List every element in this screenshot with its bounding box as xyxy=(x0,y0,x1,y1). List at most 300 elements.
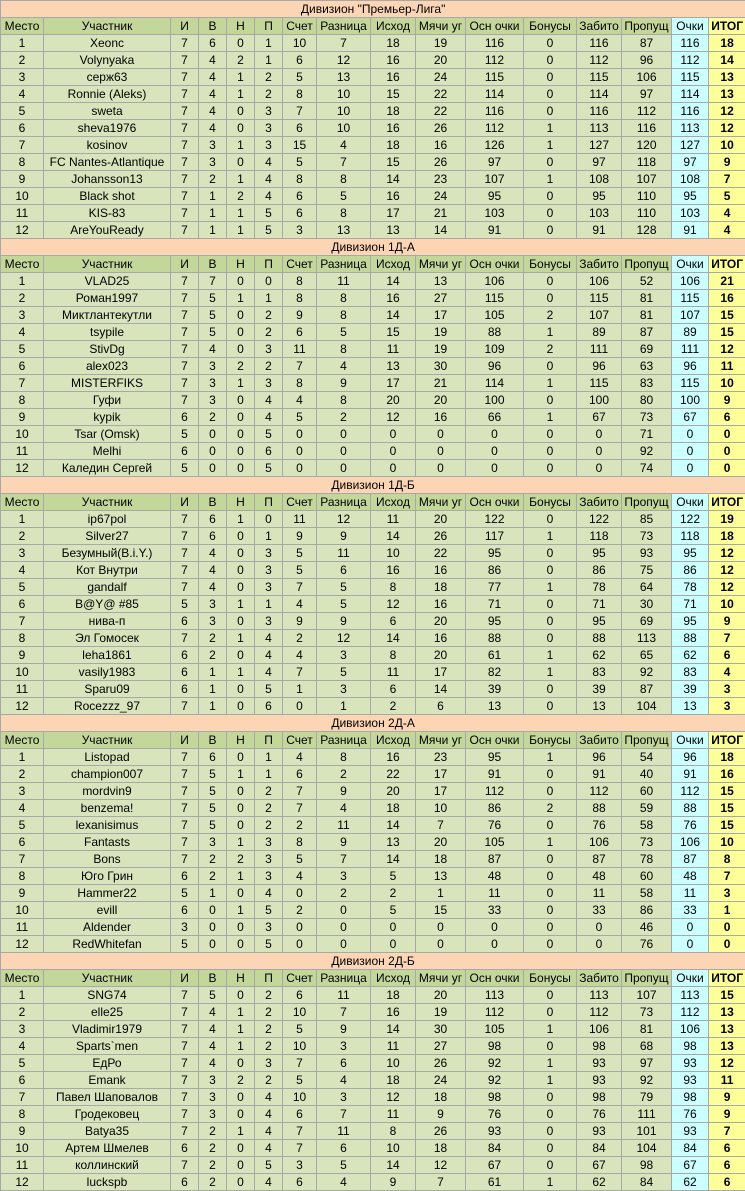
cell-total: 6 xyxy=(709,1140,745,1157)
cell-name: kosinov xyxy=(44,137,171,154)
cell-losses: 3 xyxy=(255,868,283,885)
cell-base-points: 112 xyxy=(466,120,524,137)
cell-bonus: 0 xyxy=(524,1106,577,1123)
division-title-row xyxy=(1,477,745,494)
cell-score: 0 xyxy=(283,885,317,902)
cell-score: 9 xyxy=(283,528,317,545)
cell-bonus: 0 xyxy=(524,426,577,443)
cell-name: benzema! xyxy=(44,800,171,817)
cell-draws: 0 xyxy=(227,647,255,664)
cell-bonus: 1 xyxy=(524,749,577,766)
cell-scored: 118 xyxy=(577,528,622,545)
cell-place: 6 xyxy=(1,596,44,613)
cell-name: evill xyxy=(44,902,171,919)
cell-conceded: 65 xyxy=(622,647,672,664)
cell-score: 10 xyxy=(283,1038,317,1055)
cell-outcome: 10 xyxy=(371,545,416,562)
cell-score: 0 xyxy=(283,919,317,936)
cell-place: 11 xyxy=(1,1157,44,1174)
table-row xyxy=(1,1140,745,1157)
cell-place: 11 xyxy=(1,443,44,460)
cell-outcome: 16 xyxy=(371,290,416,307)
cell-wins: 6 xyxy=(199,511,227,528)
column-header-conceded: Пропущ xyxy=(622,732,672,749)
column-header-wins: В xyxy=(199,256,227,273)
cell-name: нива-п xyxy=(44,613,171,630)
cell-corners: 20 xyxy=(416,392,466,409)
cell-games: 7 xyxy=(171,1021,199,1038)
cell-score: 4 xyxy=(283,392,317,409)
cell-outcome: 9 xyxy=(371,1174,416,1191)
cell-points: 96 xyxy=(672,358,709,375)
cell-score: 8 xyxy=(283,375,317,392)
cell-losses: 2 xyxy=(255,358,283,375)
cell-score: 7 xyxy=(283,103,317,120)
cell-bonus: 1 xyxy=(524,1174,577,1191)
cell-losses: 4 xyxy=(255,392,283,409)
cell-losses: 2 xyxy=(255,783,283,800)
cell-score: 4 xyxy=(283,647,317,664)
cell-conceded: 84 xyxy=(622,1174,672,1191)
cell-score: 7 xyxy=(283,1123,317,1140)
cell-points: 114 xyxy=(672,86,709,103)
cell-corners: 21 xyxy=(416,375,466,392)
cell-scored: 88 xyxy=(577,630,622,647)
cell-total: 3 xyxy=(709,698,745,715)
cell-diff: 2 xyxy=(317,409,371,426)
cell-points: 115 xyxy=(672,375,709,392)
cell-conceded: 87 xyxy=(622,681,672,698)
table-row xyxy=(1,409,745,426)
cell-bonus: 0 xyxy=(524,1004,577,1021)
cell-scored: 67 xyxy=(577,409,622,426)
cell-name: Миктлантекутли xyxy=(44,307,171,324)
cell-scored: 106 xyxy=(577,1021,622,1038)
cell-bonus: 1 xyxy=(524,324,577,341)
cell-name: Johansson13 xyxy=(44,171,171,188)
cell-name: Silver27 xyxy=(44,528,171,545)
cell-scored: 93 xyxy=(577,1055,622,1072)
cell-name: gandalf xyxy=(44,579,171,596)
cell-losses: 2 xyxy=(255,86,283,103)
cell-games: 7 xyxy=(171,290,199,307)
cell-draws: 0 xyxy=(227,817,255,834)
cell-base-points: 106 xyxy=(466,273,524,290)
cell-total: 8 xyxy=(709,851,745,868)
cell-score: 6 xyxy=(283,766,317,783)
cell-draws: 0 xyxy=(227,103,255,120)
cell-scored: 106 xyxy=(577,273,622,290)
cell-place: 10 xyxy=(1,426,44,443)
cell-name: kypik xyxy=(44,409,171,426)
cell-name: Юго Грин xyxy=(44,868,171,885)
cell-total: 7 xyxy=(709,630,745,647)
cell-place: 12 xyxy=(1,698,44,715)
cell-outcome: 2 xyxy=(371,698,416,715)
cell-place: 7 xyxy=(1,851,44,868)
cell-games: 7 xyxy=(171,1004,199,1021)
cell-corners: 14 xyxy=(416,681,466,698)
cell-conceded: 92 xyxy=(622,1072,672,1089)
cell-wins: 0 xyxy=(199,936,227,953)
cell-name: VLAD25 xyxy=(44,273,171,290)
cell-points: 122 xyxy=(672,511,709,528)
cell-scored: 127 xyxy=(577,137,622,154)
table-row xyxy=(1,307,745,324)
cell-corners: 0 xyxy=(416,936,466,953)
column-header-score: Счет xyxy=(283,256,317,273)
cell-scored: 83 xyxy=(577,664,622,681)
cell-place: 11 xyxy=(1,205,44,222)
cell-score: 5 xyxy=(283,562,317,579)
cell-outcome: 18 xyxy=(371,1072,416,1089)
cell-scored: 0 xyxy=(577,936,622,953)
cell-place: 9 xyxy=(1,885,44,902)
cell-name: sheva1976 xyxy=(44,120,171,137)
cell-scored: 112 xyxy=(577,52,622,69)
table-row xyxy=(1,426,745,443)
cell-base-points: 71 xyxy=(466,596,524,613)
cell-games: 7 xyxy=(171,630,199,647)
cell-games: 5 xyxy=(171,460,199,477)
cell-bonus: 0 xyxy=(524,222,577,239)
column-header-outcome: Исход xyxy=(371,970,416,987)
cell-base-points: 61 xyxy=(466,1174,524,1191)
cell-place: 9 xyxy=(1,647,44,664)
cell-total: 10 xyxy=(709,596,745,613)
cell-points: 83 xyxy=(672,664,709,681)
cell-name: alex023 xyxy=(44,358,171,375)
cell-points: 118 xyxy=(672,528,709,545)
cell-name: Black shot xyxy=(44,188,171,205)
cell-points: 89 xyxy=(672,324,709,341)
cell-total: 18 xyxy=(709,528,745,545)
cell-losses: 2 xyxy=(255,987,283,1004)
cell-conceded: 87 xyxy=(622,324,672,341)
cell-diff: 11 xyxy=(317,1123,371,1140)
cell-wins: 3 xyxy=(199,613,227,630)
cell-corners: 6 xyxy=(416,698,466,715)
cell-base-points: 126 xyxy=(466,137,524,154)
cell-base-points: 105 xyxy=(466,1021,524,1038)
cell-bonus: 0 xyxy=(524,1140,577,1157)
cell-wins: 0 xyxy=(199,443,227,460)
column-header-losses: П xyxy=(255,970,283,987)
cell-wins: 5 xyxy=(199,324,227,341)
cell-bonus: 0 xyxy=(524,103,577,120)
cell-corners: 16 xyxy=(416,630,466,647)
cell-diff: 13 xyxy=(317,69,371,86)
cell-wins: 1 xyxy=(199,205,227,222)
header-row xyxy=(1,18,745,35)
cell-points: 93 xyxy=(672,1072,709,1089)
cell-place: 3 xyxy=(1,1021,44,1038)
cell-bonus: 0 xyxy=(524,919,577,936)
division-title-row xyxy=(1,953,745,970)
cell-score: 5 xyxy=(283,69,317,86)
cell-diff: 4 xyxy=(317,358,371,375)
cell-wins: 0 xyxy=(199,902,227,919)
cell-draws: 0 xyxy=(227,35,255,52)
cell-diff: 0 xyxy=(317,936,371,953)
cell-diff: 5 xyxy=(317,596,371,613)
cell-name: MISTERFIKS xyxy=(44,375,171,392)
cell-bonus: 2 xyxy=(524,307,577,324)
cell-corners: 16 xyxy=(416,562,466,579)
cell-draws: 0 xyxy=(227,885,255,902)
cell-diff: 3 xyxy=(317,1089,371,1106)
cell-corners: 18 xyxy=(416,1089,466,1106)
cell-base-points: 98 xyxy=(466,1038,524,1055)
cell-outcome: 14 xyxy=(371,851,416,868)
cell-diff: 12 xyxy=(317,630,371,647)
table-row xyxy=(1,596,745,613)
column-header-score: Счет xyxy=(283,18,317,35)
cell-outcome: 5 xyxy=(371,868,416,885)
cell-draws: 1 xyxy=(227,1021,255,1038)
column-header-bonus: Бонусы xyxy=(524,18,577,35)
cell-score: 8 xyxy=(283,86,317,103)
cell-draws: 1 xyxy=(227,69,255,86)
table-row xyxy=(1,443,745,460)
cell-outcome: 8 xyxy=(371,647,416,664)
table-row xyxy=(1,987,745,1004)
table-row xyxy=(1,664,745,681)
cell-wins: 3 xyxy=(199,392,227,409)
cell-outcome: 15 xyxy=(371,86,416,103)
cell-place: 10 xyxy=(1,664,44,681)
cell-scored: 108 xyxy=(577,171,622,188)
cell-diff: 10 xyxy=(317,120,371,137)
cell-losses: 3 xyxy=(255,1055,283,1072)
cell-name: SNG74 xyxy=(44,987,171,1004)
cell-place: 1 xyxy=(1,749,44,766)
cell-base-points: 76 xyxy=(466,817,524,834)
cell-total: 0 xyxy=(709,426,745,443)
division-title-row xyxy=(1,239,745,256)
cell-points: 113 xyxy=(672,120,709,137)
table-row xyxy=(1,1055,745,1072)
cell-points: 62 xyxy=(672,647,709,664)
cell-place: 8 xyxy=(1,630,44,647)
cell-place: 10 xyxy=(1,902,44,919)
table-row xyxy=(1,188,745,205)
cell-conceded: 40 xyxy=(622,766,672,783)
cell-bonus: 0 xyxy=(524,511,577,528)
cell-losses: 5 xyxy=(255,936,283,953)
cell-diff: 8 xyxy=(317,307,371,324)
cell-conceded: 81 xyxy=(622,290,672,307)
cell-draws: 0 xyxy=(227,1140,255,1157)
cell-total: 16 xyxy=(709,290,745,307)
column-header-bonus: Бонусы xyxy=(524,732,577,749)
cell-total: 12 xyxy=(709,545,745,562)
cell-corners: 17 xyxy=(416,307,466,324)
cell-diff: 3 xyxy=(317,1038,371,1055)
cell-wins: 3 xyxy=(199,154,227,171)
cell-base-points: 91 xyxy=(466,766,524,783)
cell-draws: 2 xyxy=(227,52,255,69)
column-header-name: Участник xyxy=(44,732,171,749)
table-row xyxy=(1,1174,745,1191)
cell-losses: 3 xyxy=(255,375,283,392)
cell-games: 5 xyxy=(171,596,199,613)
cell-score: 7 xyxy=(283,358,317,375)
cell-diff: 8 xyxy=(317,171,371,188)
column-header-conceded: Пропущ xyxy=(622,970,672,987)
cell-place: 5 xyxy=(1,579,44,596)
cell-total: 5 xyxy=(709,188,745,205)
cell-conceded: 83 xyxy=(622,375,672,392)
cell-losses: 3 xyxy=(255,103,283,120)
cell-games: 7 xyxy=(171,562,199,579)
cell-points: 107 xyxy=(672,307,709,324)
cell-wins: 5 xyxy=(199,817,227,834)
cell-draws: 2 xyxy=(227,851,255,868)
cell-conceded: 73 xyxy=(622,1004,672,1021)
column-header-points: Очки xyxy=(672,256,709,273)
cell-bonus: 1 xyxy=(524,1021,577,1038)
table-row xyxy=(1,936,745,953)
cell-name: коллинский xyxy=(44,1157,171,1174)
cell-total: 12 xyxy=(709,579,745,596)
cell-name: Batya35 xyxy=(44,1123,171,1140)
cell-corners: 26 xyxy=(416,120,466,137)
cell-total: 0 xyxy=(709,460,745,477)
cell-place: 12 xyxy=(1,460,44,477)
cell-base-points: 0 xyxy=(466,919,524,936)
cell-bonus: 0 xyxy=(524,681,577,698)
cell-scored: 0 xyxy=(577,426,622,443)
cell-diff: 4 xyxy=(317,137,371,154)
cell-conceded: 97 xyxy=(622,86,672,103)
table-row xyxy=(1,562,745,579)
cell-total: 3 xyxy=(709,681,745,698)
cell-name: Павел Шаповалов xyxy=(44,1089,171,1106)
cell-diff: 0 xyxy=(317,919,371,936)
cell-total: 11 xyxy=(709,1072,745,1089)
cell-corners: 21 xyxy=(416,205,466,222)
cell-scored: 112 xyxy=(577,1004,622,1021)
cell-losses: 6 xyxy=(255,443,283,460)
cell-score: 6 xyxy=(283,188,317,205)
cell-losses: 5 xyxy=(255,460,283,477)
cell-outcome: 14 xyxy=(371,817,416,834)
cell-corners: 30 xyxy=(416,358,466,375)
cell-score: 5 xyxy=(283,154,317,171)
cell-corners: 14 xyxy=(416,222,466,239)
cell-outcome: 15 xyxy=(371,324,416,341)
cell-score: 9 xyxy=(283,613,317,630)
cell-draws: 1 xyxy=(227,375,255,392)
cell-base-points: 39 xyxy=(466,681,524,698)
cell-outcome: 18 xyxy=(371,987,416,1004)
cell-place: 4 xyxy=(1,1038,44,1055)
cell-place: 2 xyxy=(1,1004,44,1021)
cell-total: 13 xyxy=(709,86,745,103)
cell-name: Гуфи xyxy=(44,392,171,409)
cell-name: Listopad xyxy=(44,749,171,766)
table-row xyxy=(1,324,745,341)
column-header-draws: Н xyxy=(227,494,255,511)
cell-scored: 96 xyxy=(577,749,622,766)
cell-base-points: 0 xyxy=(466,443,524,460)
cell-losses: 1 xyxy=(255,35,283,52)
cell-name: Sparts`men xyxy=(44,1038,171,1055)
column-header-place: Место xyxy=(1,494,44,511)
cell-losses: 4 xyxy=(255,1123,283,1140)
cell-diff: 9 xyxy=(317,375,371,392)
column-header-losses: П xyxy=(255,18,283,35)
cell-score: 10 xyxy=(283,1089,317,1106)
cell-diff: 9 xyxy=(317,783,371,800)
cell-draws: 0 xyxy=(227,783,255,800)
cell-points: 71 xyxy=(672,596,709,613)
cell-scored: 115 xyxy=(577,290,622,307)
cell-outcome: 17 xyxy=(371,205,416,222)
cell-outcome: 16 xyxy=(371,120,416,137)
cell-points: 39 xyxy=(672,681,709,698)
cell-scored: 0 xyxy=(577,460,622,477)
cell-scored: 0 xyxy=(577,443,622,460)
cell-scored: 11 xyxy=(577,885,622,902)
division-title-row xyxy=(1,715,745,732)
cell-scored: 116 xyxy=(577,35,622,52)
cell-diff: 7 xyxy=(317,1106,371,1123)
cell-outcome: 8 xyxy=(371,579,416,596)
cell-base-points: 48 xyxy=(466,868,524,885)
cell-score: 3 xyxy=(283,222,317,239)
cell-wins: 4 xyxy=(199,341,227,358)
cell-total: 15 xyxy=(709,800,745,817)
cell-losses: 4 xyxy=(255,664,283,681)
cell-draws: 0 xyxy=(227,562,255,579)
cell-score: 6 xyxy=(283,1106,317,1123)
cell-score: 6 xyxy=(283,205,317,222)
cell-name: серж63 xyxy=(44,69,171,86)
cell-scored: 91 xyxy=(577,766,622,783)
cell-total: 6 xyxy=(709,1157,745,1174)
cell-points: 116 xyxy=(672,103,709,120)
cell-scored: 91 xyxy=(577,222,622,239)
cell-points: 0 xyxy=(672,460,709,477)
cell-bonus: 1 xyxy=(524,834,577,851)
cell-losses: 3 xyxy=(255,562,283,579)
cell-conceded: 73 xyxy=(622,409,672,426)
cell-conceded: 58 xyxy=(622,817,672,834)
table-row xyxy=(1,1089,745,1106)
header-row xyxy=(1,732,745,749)
cell-corners: 0 xyxy=(416,919,466,936)
cell-losses: 2 xyxy=(255,1004,283,1021)
cell-points: 0 xyxy=(672,936,709,953)
column-header-diff: Разница xyxy=(317,256,371,273)
cell-games: 6 xyxy=(171,902,199,919)
cell-games: 7 xyxy=(171,1106,199,1123)
cell-points: 113 xyxy=(672,987,709,1004)
cell-conceded: 60 xyxy=(622,868,672,885)
table-row xyxy=(1,1072,745,1089)
cell-name: Кот Внутри xyxy=(44,562,171,579)
cell-games: 6 xyxy=(171,409,199,426)
cell-total: 13 xyxy=(709,1021,745,1038)
cell-bonus: 0 xyxy=(524,35,577,52)
cell-conceded: 110 xyxy=(622,205,672,222)
cell-draws: 0 xyxy=(227,698,255,715)
cell-score: 11 xyxy=(283,511,317,528)
cell-conceded: 58 xyxy=(622,885,672,902)
cell-losses: 4 xyxy=(255,885,283,902)
